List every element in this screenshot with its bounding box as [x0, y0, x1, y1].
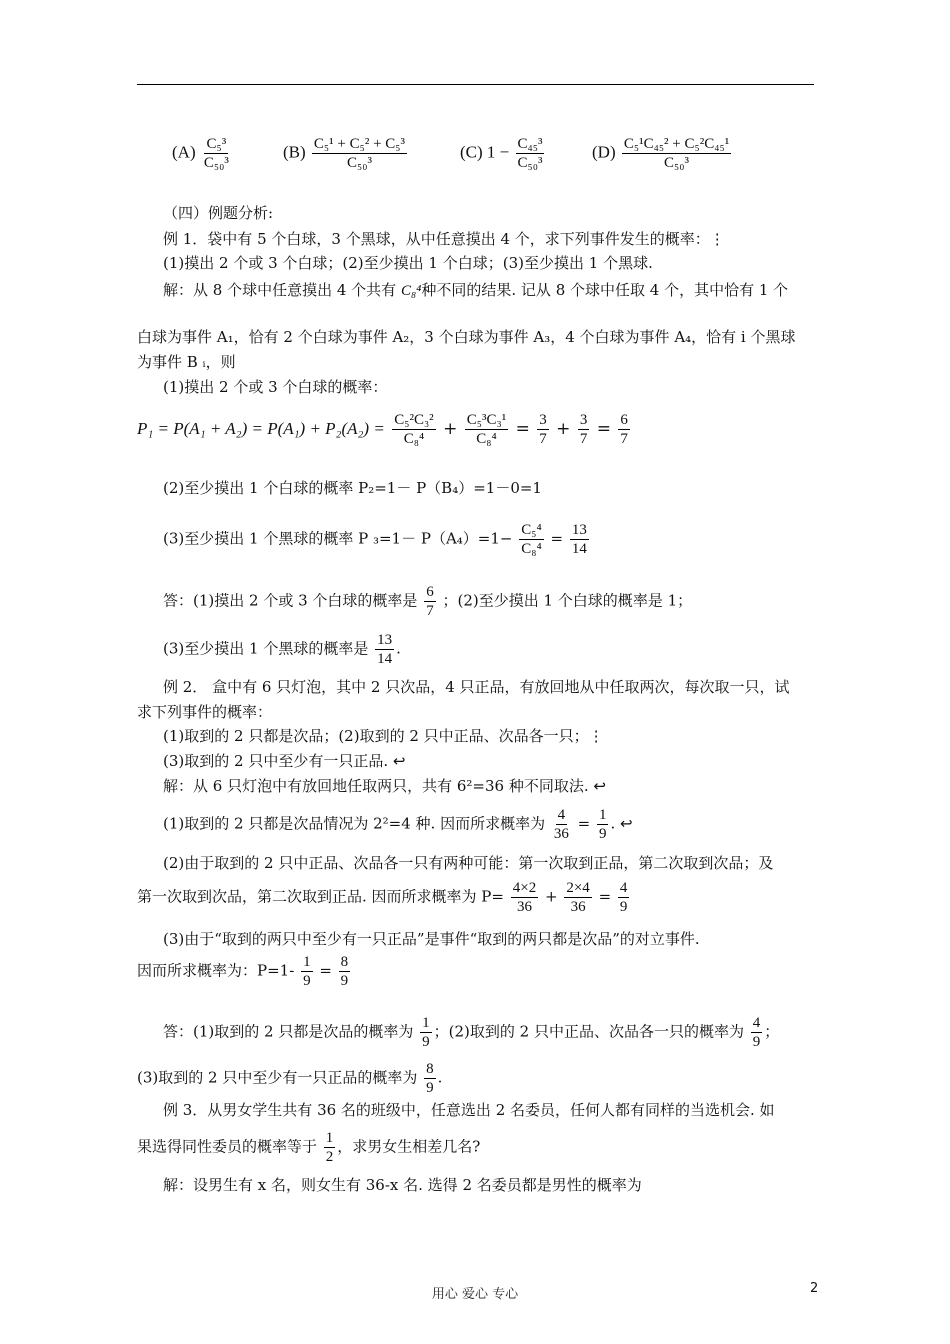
page-footer: 用心 爱心 专心	[431, 1287, 519, 1302]
ex2-p2-line2: 第一次取到次品，第二次取到正品. 因而所求概率为 P= $\frac{4\times 2}{36}$ + $\frac{2\times 4}{36}$ = $\frac{4}{9}$	[137, 880, 628, 915]
header-rule	[137, 84, 814, 85]
return-mark-icon: ↩	[593, 777, 606, 795]
return-mark-icon: ↩	[392, 752, 406, 770]
option-c: (C) 1 − $\frac{\text{C₄₅³}}{\text{C₅₀³}}$	[460, 136, 543, 171]
ex1-p3: (3)至少摸出 1 个黑球的概率 P ₃=1－ P（A₄）=1− $\frac{\text{C₅⁴}}{\text{C₈⁴}}$ = $\frac{13}{14}$	[163, 522, 587, 557]
ex2-parts-2: (3)取到的 2 只中至少有一只正品. ↩	[163, 752, 406, 770]
ex1-title: 例 1．袋中有 5 个白球，3 个黑球，从中任意摸出 4 个，求下列事件发生的概率：⋮	[163, 230, 725, 248]
ex2-answer-line1: 答：(1)取到的 2 只都是次品的概率为 $\frac{1}{9}$ ；(2)取到的 2 只中正品、次品各一只的概率为 $\frac{4}{9}$ ；	[163, 1015, 780, 1050]
ex1-answer-line2: (3)至少摸出 1 个黑球的概率是 $\frac{13}{14}$ .	[163, 632, 401, 667]
ex2-solution: 解：从 6 只灯泡中有放回地任取两只，共有 6²=36 种不同取法. ↩	[163, 777, 606, 795]
ex2-p1: (1)取到的 2 只都是次品情况为 2²=4 种. 因而所求概率为 $\frac{4}{36}$ = $\frac{1}{9}$ . ↩	[163, 807, 633, 842]
section-heading: （四）例题分析:	[163, 204, 274, 222]
ex2-parts-1: (1)取到的 2 只都是次品；(2)取到的 2 只中正品、次品各一只；⋮	[163, 727, 604, 745]
ex2-p2-line1: (2)由于取到的 2 只中正品、次品各一只有两种可能：第一次取到正品，第二次取到次品；及	[163, 854, 774, 872]
ex1-p1-label: (1)摸出 2 个或 3 个白球的概率：	[163, 378, 388, 396]
ex1-parts: (1)摸出 2 个或 3 个白球；(2)至少摸出 1 个白球；(3)至少摸出 1 个黑球.	[163, 254, 653, 272]
ex3-title-2: 果选得同性委员的概率等于 $\frac{1}{2}$ ，求男女生相差几名?	[137, 1130, 481, 1165]
ex3-solution: 解：设男生有 x 名，则女生有 36-x 名. 选得 2 名委员都是男性的概率为	[163, 1176, 642, 1194]
ex3-title: 例 3．从男女学生共有 36 名的班级中，任意选出 2 名委员，任何人都有同样的当选机会. 如	[163, 1101, 775, 1119]
page-number: 2	[810, 1281, 819, 1296]
ex1-solution-line2: 白球为事件 A₁，恰有 2 个白球为事件 A₂，3 个白球为事件 A₃，4 个白球为事件 A₄，恰有 i 个黑球	[137, 328, 796, 346]
option-d: (D) $\frac{\text{C₅¹C₄₅² + C₅²C₄₅¹}}{\text{C₅₀³}}$	[592, 136, 730, 171]
option-b: (B) $\frac{\text{C₅¹ + C₅² + C₅³}}{\text{C₅₀³}}$	[283, 136, 406, 171]
ex2-title-2: 求下列事件的概率：	[137, 703, 273, 721]
ex1-solution-line1: 解：从 8 个球中任意摸出 4 个共有 C₈⁴种不同的结果. 记从 8 个球中任取 4 个，其中恰有 1 个	[163, 281, 789, 299]
ex1-solution-line3: 为事件 B ᵢ，则	[137, 353, 236, 371]
ex1-p1-formula: P₁ = P(A₁ + A₂) = P(A₁) + P₂(A₂) = $\frac{\text{C₅²C₃²}}{\text{C₈⁴}}$ + $\frac{\text{C₅³C₃¹}}{\text{C₈⁴}}$ = $\frac{3}{7}$ + $\frac{3}{7}$ = $\frac{6}{7}$	[137, 412, 628, 447]
return-mark-icon: ↩	[620, 814, 633, 833]
ex2-p3-line2: 因而所求概率为：P=1- $\frac{1}{9}$ = $\frac{8}{9}$	[137, 954, 349, 989]
ex2-p3-line1: (3)由于“取到的两只中至少有一只正品”是事件“取到的两只都是次品”的对立事件.	[163, 930, 700, 948]
ex1-answer-line1: 答：(1)摸出 2 个或 3 个白球的概率是 $\frac{6}{7}$ ；(2)至少摸出 1 个白球的概率是 1；	[163, 584, 693, 619]
option-a: (A) $\frac{\text{C₅³}}{\text{C₅₀³}}$	[172, 136, 229, 171]
ex1-p2: (2)至少摸出 1 个白球的概率 P₂=1－ P（B₄）=1－0=1	[163, 479, 542, 497]
ex2-answer-line2: (3)取到的 2 只中至少有一只正品的概率为 $\frac{8}{9}$ .	[137, 1061, 443, 1096]
ex2-title: 例 2． 盒中有 6 只灯泡，其中 2 只次品，4 只正品，有放回地从中任取两次，每次取一只，试	[163, 678, 790, 696]
